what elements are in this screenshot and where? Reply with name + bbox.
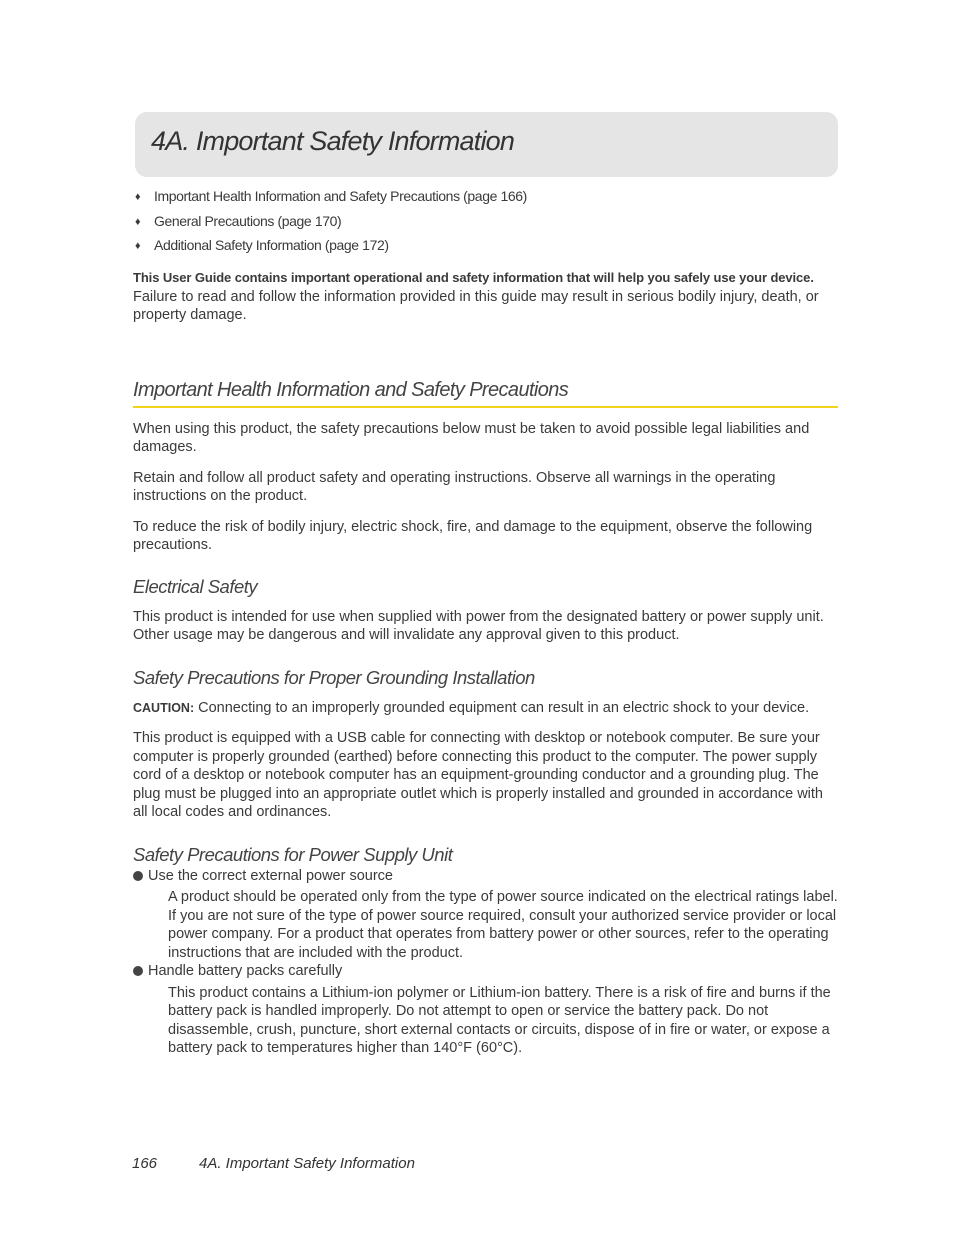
body-paragraph: This product is intended for use when supplied with power from the designated battery or power supply unit. Other usage may be dangerous and will invalidate any approval given to this product.: [133, 608, 824, 643]
toc-item[interactable]: [135, 210, 527, 235]
list-item-description: This product contains a Lithium-ion polymer or Lithium-ion battery. There is a risk of fire and burns if the battery pack is handled improperly. Do not attempt to open or service the battery pack. Do not disassemble, crush, puncture, short external contacts or circuits, dispose of in fire or water, or expose a battery pack to temperatures higher than 140°F (60°C).: [168, 984, 831, 1056]
subsection-heading: Electrical Safety: [133, 575, 258, 597]
intro-paragraph: [133, 269, 838, 325]
body-paragraph: When using this product, the safety precautions below must be taken to avoid possible legal liabilities and damages.: [133, 420, 810, 455]
toc-item[interactable]: [135, 185, 527, 210]
body-paragraph: To reduce the risk of bodily injury, electric shock, fire, and damage to the equipment, observe the following precautions.: [133, 518, 813, 553]
list-item-label: Handle battery packs carefully: [148, 963, 343, 979]
subsection-heading: Safety Precautions for Power Supply Unit: [133, 843, 453, 865]
caution-paragraph: [133, 699, 838, 718]
intro-text: Failure to read and follow the information provided in this guide may result in serious bodily injury, death, or property damage.: [133, 288, 819, 323]
list-item: [133, 962, 838, 981]
page-content: [133, 269, 838, 1058]
toc-item[interactable]: [135, 234, 527, 259]
body-paragraph: Retain and follow all product safety and operating instructions. Observe all warnings in the operating instructions on the product.: [133, 469, 776, 504]
chapter-toc: [135, 185, 527, 259]
diamond-bullet-icon: ♦: [135, 191, 141, 203]
toc-item-label: Additional Safety Information (page 172): [154, 237, 389, 253]
round-bullet-icon: [133, 871, 143, 881]
diamond-bullet-icon: ♦: [135, 240, 141, 252]
caution-text: Connecting to an improperly grounded equipment can result in an electric shock to your device.: [198, 699, 810, 716]
page-footer: [132, 1155, 415, 1172]
chapter-title-box: [135, 112, 838, 177]
toc-item-label: Important Health Information and Safety Precautions (page 166): [154, 188, 527, 204]
caution-label: CAUTION:: [133, 700, 195, 715]
list-item: [133, 867, 838, 886]
chapter-title: 4A. Important Safety Information: [151, 126, 515, 156]
intro-bold-text: This User Guide contains important operational and safety information that will help you safely use your device.: [133, 270, 814, 285]
body-paragraph: This product is equipped with a USB cable for connecting with desktop or notebook computer. Be sure your computer is properly grounded (earthed) before connecting this product to the computer. The power supply cord of a desktop or notebook computer has an equipment-grounding conductor and a grounding plug. The plug must be plugged into an appropriate outlet which is properly installed and grounded in accordance with all local codes and ordinances.: [133, 730, 823, 820]
diamond-bullet-icon: ♦: [135, 215, 141, 228]
round-bullet-icon: [133, 966, 143, 976]
list-item-description: A product should be operated only from the type of power source indicated on the electrical ratings label. If you are not sure of the type of power source required, consult your authorized service provider or local power company. For a product that operates from battery power or other sources, refer to the operating instructions that are included with the product.: [168, 889, 838, 961]
section-heading: Important Health Information and Safety Precautions: [133, 378, 838, 408]
footer-chapter-title: 4A. Important Safety Information: [199, 1155, 415, 1172]
page-number: 166: [132, 1155, 158, 1172]
list-item-label: Use the correct external power source: [148, 867, 393, 884]
subsection-heading: Safety Precautions for Proper Grounding Installation: [133, 666, 535, 688]
toc-item-label: General Precautions (page 170): [154, 212, 342, 229]
